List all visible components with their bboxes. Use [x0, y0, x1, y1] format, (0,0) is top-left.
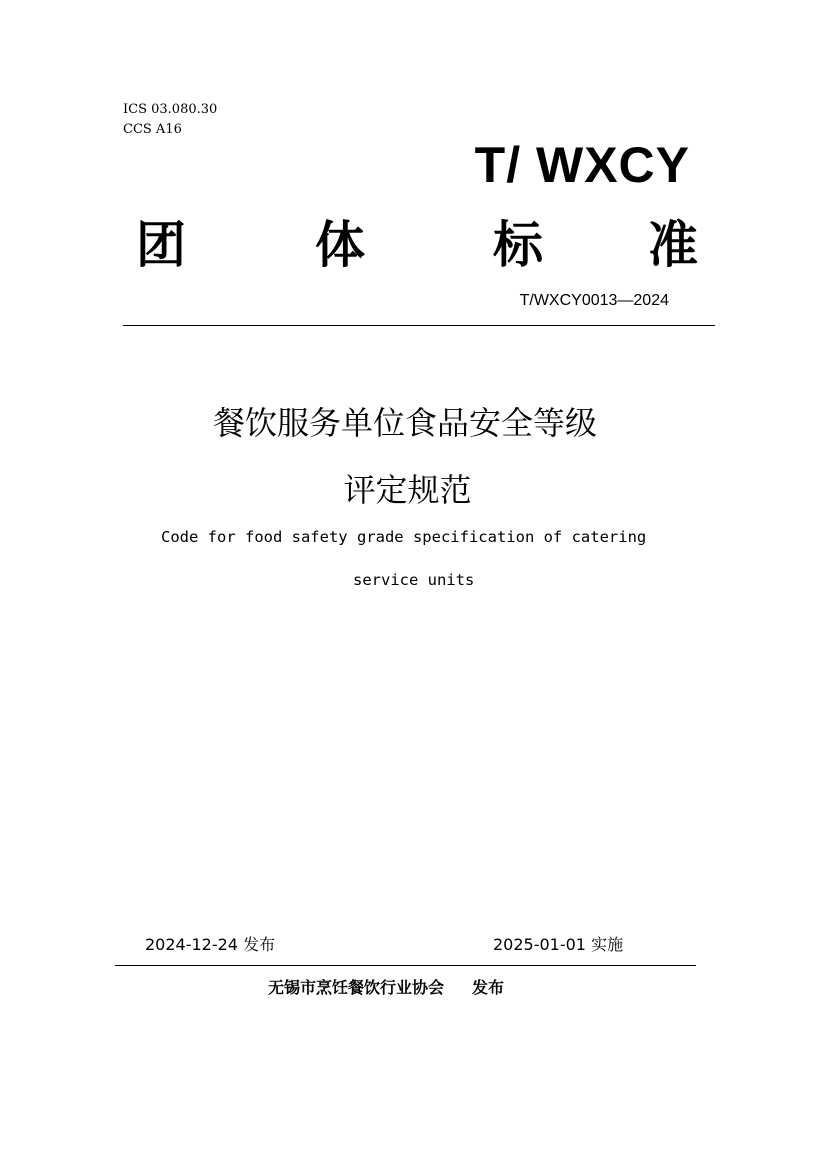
ccs-code: CCS A16 — [123, 122, 182, 137]
standard-type-char: 体 — [315, 215, 365, 274]
classification-codes — [123, 100, 217, 140]
standard-prefix: T/ WXCY — [474, 137, 690, 193]
title-zh-line2: 评定规范 — [343, 471, 472, 509]
standard-type-char: 准 — [648, 215, 698, 274]
title-zh-line1: 餐饮服务单位食品安全等级 — [212, 404, 597, 442]
standard-type-char: 团 — [136, 215, 186, 274]
publisher-name: 无锡市烹饪餐饮行业协会 — [268, 978, 445, 997]
title-en-line2: service units — [353, 571, 475, 589]
standard-type-char: 标 — [493, 215, 543, 274]
ics-code: ICS 03.080.30 — [123, 102, 218, 117]
issue-date: 2024-12-24 发布 — [145, 935, 276, 954]
header-divider — [123, 325, 715, 326]
implementation-date: 2025-01-01 实施 — [493, 935, 624, 954]
publisher-verb: 发布 — [472, 978, 505, 997]
title-en-line1: Code for food safety grade specification of catering — [161, 528, 647, 546]
standard-number: T/WXCY0013—2024 — [519, 292, 669, 309]
publisher-line — [268, 975, 504, 998]
footer-divider — [115, 965, 696, 966]
